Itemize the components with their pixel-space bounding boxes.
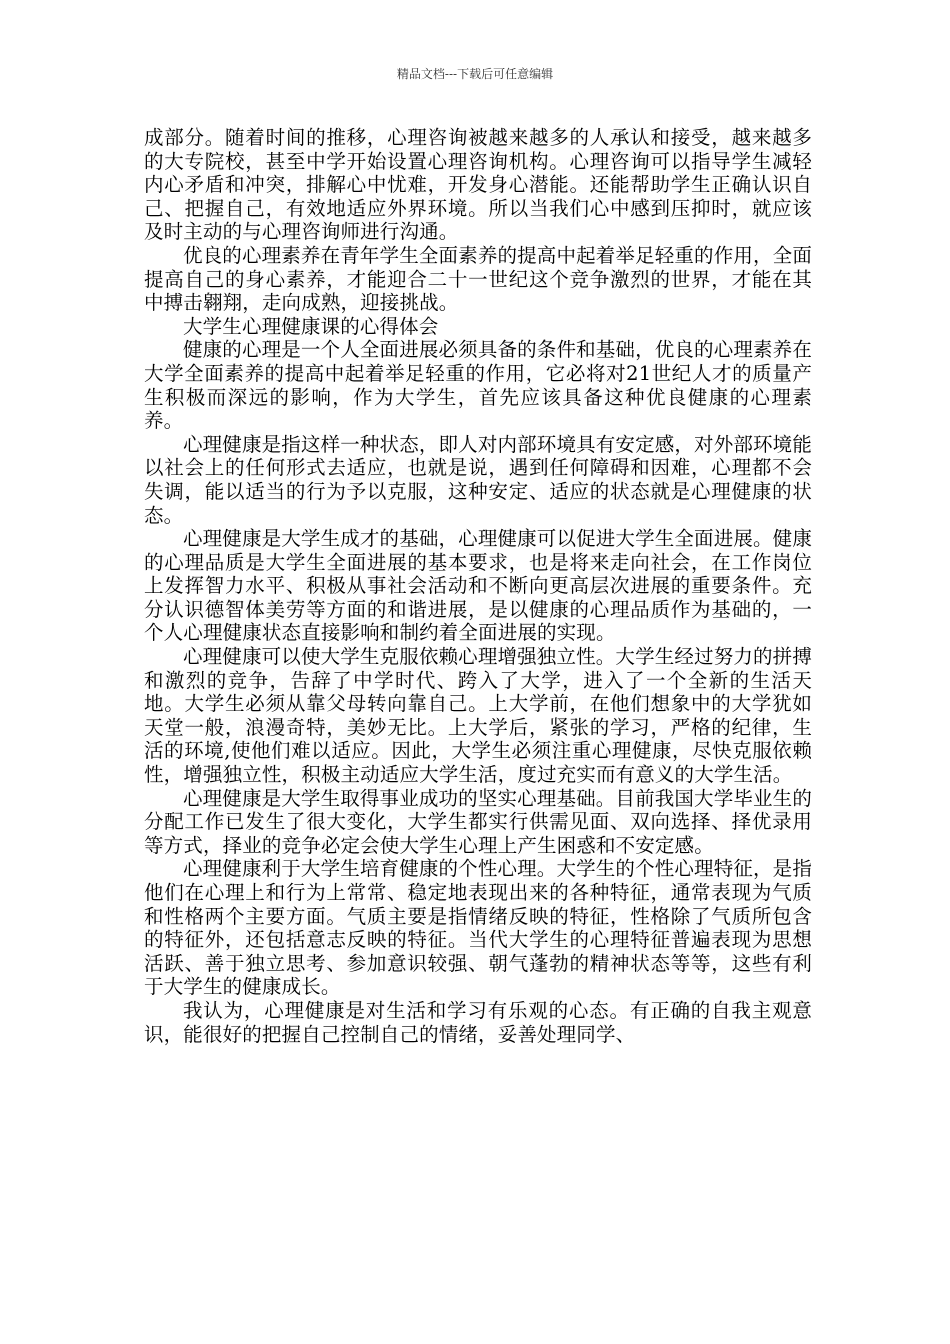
paragraph: 心理健康是大学生成才的基础，心理健康可以促进大学生全面进展。健康的心理品质是大学生全面进展的基本要求，也是将来走向社会，在工作岗位上发挥智力水平、积极从事社会活动和不断向更高层次进展的重要条件。充分认识德智体美劳等方面的和谐进展，是以健康的心理品质作为基础的，一个人心理健康状态直接影响和制约着全面进展的实现。 [144, 527, 812, 645]
paragraph: 健康的心理是一个人全面进展必须具备的条件和基础，优良的心理素养在大学全面素养的提高中起着举足轻重的作用，它必将对21世纪人才的质量产生积极而深远的影响，作为大学生，首先应该具备这种优良健康的心理素养。 [144, 338, 812, 433]
paragraph: 心理健康是指这样一种状态，即人对内部环境具有安定感，对外部环境能以社会上的任何形式去适应，也就是说，遇到任何障碍和因难，心理都不会失调，能以适当的行为予以克服，这种安定、适应的状态就是心理健康的状态。 [144, 432, 812, 527]
paragraph: 我认为，心理健康是对生活和学习有乐观的心态。有正确的自我主观意识，能很好的把握自己控制自己的情绪，妥善处理同学、 [144, 998, 812, 1046]
paragraph: 优良的心理素养在青年学生全面素养的提高中起着举足轻重的作用，全面提高自己的身心素养，才能迎合二十一世纪这个竞争激烈的世界，才能在其中搏击翱翔，走向成熟，迎接挑战。 [144, 243, 812, 315]
document-body [144, 126, 812, 1046]
paragraph: 心理健康是大学生取得事业成功的坚实心理基础。目前我国大学毕业生的分配工作已发生了很大变化，大学生都实行供需见面、双向选择、择优录用等方式，择业的竞争必定会使大学生心理上产生困惑和不安定感。 [144, 786, 812, 857]
paragraph: 心理健康利于大学生培育健康的个性心理。大学生的个性心理特征，是指他们在心理上和行为上常常、稳定地表现出来的各种特征，通常表现为气质和性格两个主要方面。气质主要是指情绪反映的特征，性格除了气质所包含的特征外，还包括意志反映的特征。当代大学生的心理特征普遍表现为思想活跃、善于独立思考、参加意识较强、朝气蓬勃的精神状态等等，这些有利于大学生的健康成长。 [144, 857, 812, 999]
paragraph: 成部分。随着时间的推移，心理咨询被越来越多的人承认和接受，越来越多的大专院校，甚至中学开始设置心理咨询机构。心理咨询可以指导学生减轻内心矛盾和冲突，排解心中忧难，开发身心潜能。还能帮助学生正确认识自己、把握自己，有效地适应外界环境。所以当我们心中感到压抑时，就应该及时主动的与心理咨询师进行沟通。 [144, 126, 812, 244]
page-header: 精品文档---下载后可任意编辑 [396, 67, 554, 81]
section-heading: 大学生心理健康课的心得体会 [183, 314, 439, 338]
paragraph: 心理健康可以使大学生克服依赖心理增强独立性。大学生经过努力的拼搏和激烈的竞争，告辞了中学时代、跨入了大学，进入了一个全新的生活天地。大学生必须从靠父母转向靠自己。上大学前，在他们想象中的大学犹如天堂一般，浪漫奇特，美妙无比。上大学后，紧张的学习，严格的纪律，生活的环境,使他们难以适应。因此，大学生必须注重心理健康，尽快克服依赖性，增强独立性，积极主动适应大学生活，度过充实而有意义的大学生活。 [144, 645, 812, 787]
